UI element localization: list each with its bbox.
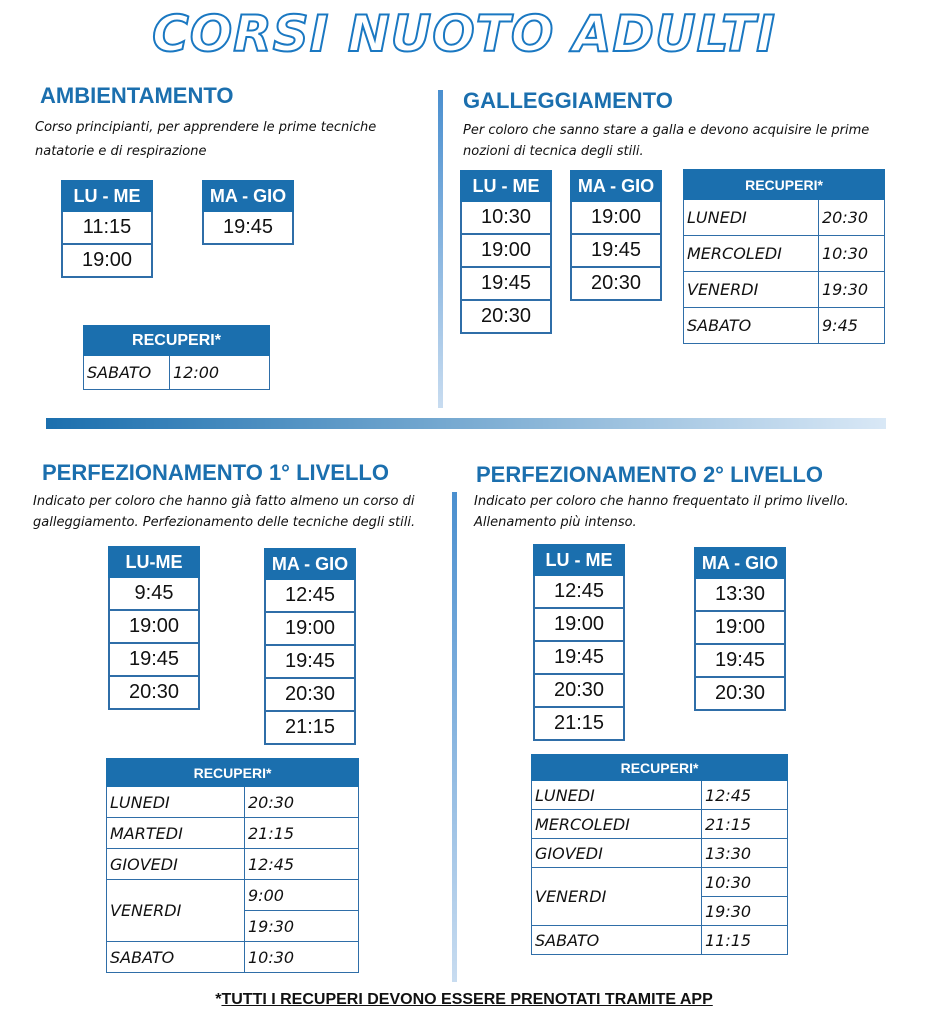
schedule-day-header: LU-ME (109, 547, 199, 577)
recuperi-day-cell: SABATO (684, 308, 819, 344)
schedule-table (61, 180, 153, 278)
schedule-day-header: MA - GIO (265, 549, 355, 579)
schedule-day-header: LU - ME (62, 181, 152, 211)
recuperi-table (683, 169, 884, 344)
recuperi-day-cell: SABATO (84, 356, 170, 390)
recuperi-time-cell: 12:00 (170, 356, 270, 390)
schedule-time-cell: 11:15 (62, 211, 152, 244)
recuperi-header: RECUPERI* (107, 759, 359, 787)
schedule-time-cell: 21:15 (534, 707, 624, 740)
recuperi-table (531, 754, 787, 955)
schedule-time-cell: 19:00 (695, 611, 785, 644)
schedule-time-cell: 19:00 (571, 201, 661, 234)
recuperi-time-cell: 21:15 (702, 810, 788, 839)
schedule-time-cell: 19:45 (461, 267, 551, 300)
schedule-time-cell: 20:30 (571, 267, 661, 300)
recuperi-table (83, 325, 269, 390)
recuperi-time-cell: 10:30 (245, 942, 359, 973)
recuperi-time-cell: 12:45 (702, 781, 788, 810)
section-title-ambientamento: AMBIENTAMENTO (40, 83, 234, 108)
schedule-table-lu-me (533, 544, 625, 741)
recuperi-table (83, 325, 270, 390)
schedule-time-cell: 20:30 (461, 300, 551, 333)
section-title-perfezionamento-1: PERFEZIONAMENTO 1° LIVELLO (42, 460, 389, 485)
schedule-table-ma-gio (570, 170, 662, 301)
recuperi-day-cell: LUNEDI (107, 787, 245, 818)
recuperi-day-cell: VENERDI (532, 868, 702, 926)
schedule-time-cell: 19:45 (109, 643, 199, 676)
horizontal-divider (46, 418, 886, 429)
recuperi-header: RECUPERI* (532, 755, 788, 781)
schedule-table (108, 546, 200, 710)
recuperi-time-cell: 21:15 (245, 818, 359, 849)
section-title-galleggiamento: GALLEGGIAMENTO (463, 88, 673, 113)
recuperi-header: RECUPERI* (84, 326, 270, 356)
vertical-divider-bottom (452, 492, 457, 982)
recuperi-table (106, 758, 358, 973)
recuperi-day-cell: SABATO (532, 926, 702, 955)
schedule-time-cell: 19:00 (534, 608, 624, 641)
schedule-table-ma-gio (202, 180, 294, 245)
schedule-time-cell: 20:30 (534, 674, 624, 707)
schedule-day-header: MA - GIO (571, 171, 661, 201)
recuperi-time-cell: 10:30 (819, 236, 885, 272)
recuperi-day-cell: MARTEDI (107, 818, 245, 849)
schedule-table (460, 170, 552, 334)
schedule-table (264, 548, 356, 745)
recuperi-time-cell: 19:30 (819, 272, 885, 308)
schedule-day-header: MA - GIO (203, 181, 293, 211)
schedule-table (694, 547, 786, 711)
recuperi-header: RECUPERI* (684, 170, 885, 200)
schedule-time-cell: 19:00 (265, 612, 355, 645)
schedule-time-cell: 19:00 (62, 244, 152, 277)
recuperi-time-cell: 9:00 (245, 880, 359, 911)
schedule-time-cell: 19:45 (265, 645, 355, 678)
recuperi-time-cell: 9:45 (819, 308, 885, 344)
schedule-time-cell: 20:30 (109, 676, 199, 709)
recuperi-table (106, 758, 359, 973)
schedule-time-cell: 19:45 (571, 234, 661, 267)
schedule-time-cell: 20:30 (265, 678, 355, 711)
section-description-perfezionamento-2: Indicato per coloro che hanno frequentato il primo livello. Allenamento più intenso. (474, 494, 849, 530)
schedule-table-ma-gio (264, 548, 356, 745)
vertical-divider-top (438, 90, 443, 408)
recuperi-table (683, 169, 885, 344)
recuperi-time-cell: 11:15 (702, 926, 788, 955)
recuperi-day-cell: GIOVEDI (107, 849, 245, 880)
schedule-time-cell: 12:45 (265, 579, 355, 612)
schedule-time-cell: 19:00 (461, 234, 551, 267)
recuperi-table (531, 754, 788, 955)
schedule-time-cell: 20:30 (695, 677, 785, 710)
section-description-galleggiamento: Per coloro che sanno stare a galla e devono acquisire le prime nozioni di tecnica degli stili. (463, 123, 870, 159)
schedule-day-header: LU - ME (461, 171, 551, 201)
schedule-table-ma-gio (694, 547, 786, 711)
recuperi-day-cell: SABATO (107, 942, 245, 973)
schedule-time-cell: 19:45 (695, 644, 785, 677)
schedule-time-cell: 19:45 (534, 641, 624, 674)
section-title-perfezionamento-2: PERFEZIONAMENTO 2° LIVELLO (476, 462, 823, 487)
schedule-table-lu-me (460, 170, 552, 334)
schedule-table (202, 180, 294, 245)
recuperi-day-cell: LUNEDI (532, 781, 702, 810)
recuperi-time-cell: 19:30 (702, 897, 788, 926)
schedule-time-cell: 9:45 (109, 577, 199, 610)
recuperi-time-cell: 19:30 (245, 911, 359, 942)
section-description-ambientamento: Corso principianti, per apprendere le prime tecniche natatorie e di respirazione (35, 120, 377, 159)
recuperi-day-cell: MERCOLEDI (684, 236, 819, 272)
recuperi-day-cell: VENERDI (107, 880, 245, 942)
schedule-time-cell: 21:15 (265, 711, 355, 744)
schedule-table (533, 544, 625, 741)
schedule-table (570, 170, 662, 301)
schedule-time-cell: 13:30 (695, 578, 785, 611)
schedule-time-cell: 10:30 (461, 201, 551, 234)
recuperi-day-cell: LUNEDI (684, 200, 819, 236)
schedule-day-header: MA - GIO (695, 548, 785, 578)
recuperi-day-cell: GIOVEDI (532, 839, 702, 868)
page-title: CORSI NUOTO ADULTI (152, 5, 776, 63)
recuperi-time-cell: 13:30 (702, 839, 788, 868)
schedule-table-lu-me (108, 546, 200, 710)
recuperi-time-cell: 20:30 (245, 787, 359, 818)
section-description-perfezionamento-1: Indicato per coloro che hanno già fatto almeno un corso di galleggiamento. Perfezionamento delle tecniche degli stili. (33, 494, 416, 530)
schedule-day-header: LU - ME (534, 545, 624, 575)
footer-note: *TUTTI I RECUPERI DEVONO ESSERE PRENOTATI TRAMITE APP (215, 991, 713, 1008)
schedule-time-cell: 19:45 (203, 211, 293, 244)
recuperi-day-cell: VENERDI (684, 272, 819, 308)
recuperi-day-cell: MERCOLEDI (532, 810, 702, 839)
schedule-time-cell: 19:00 (109, 610, 199, 643)
recuperi-time-cell: 12:45 (245, 849, 359, 880)
recuperi-time-cell: 10:30 (702, 868, 788, 897)
schedule-table-lu-me (61, 180, 153, 278)
schedule-time-cell: 12:45 (534, 575, 624, 608)
recuperi-time-cell: 20:30 (819, 200, 885, 236)
